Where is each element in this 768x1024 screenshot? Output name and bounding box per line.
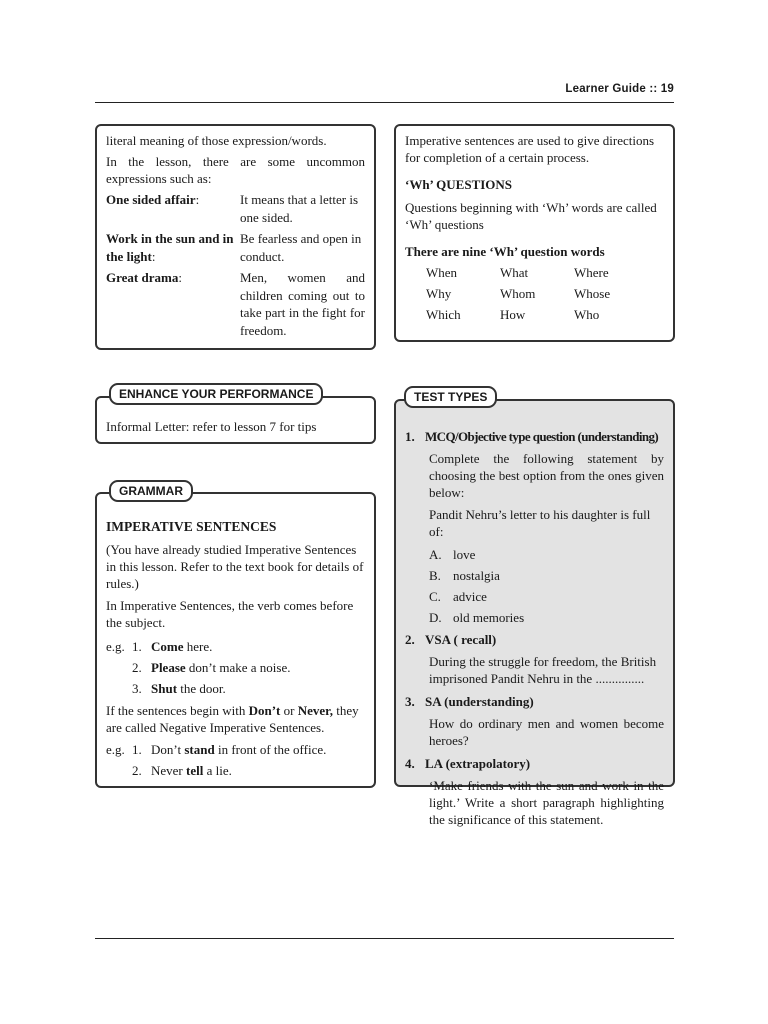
example-bold: Come <box>151 639 184 654</box>
eg-label: e.g. <box>106 639 125 654</box>
enhance-tag: ENHANCE YOUR PERFORMANCE <box>109 383 323 405</box>
wh-text: Questions beginning with ‘Wh’ words are called ‘Wh’ questions <box>405 200 657 232</box>
wh-word: Who <box>574 307 600 322</box>
wh-word: When <box>426 265 458 280</box>
example-bold: Shut <box>151 681 178 696</box>
test-types-tag: TEST TYPES <box>404 386 497 408</box>
expression-term: Work in the sun and in the light <box>106 231 234 264</box>
negative-example-item <box>106 760 365 781</box>
expression-row <box>106 191 365 230</box>
option-letter: B. <box>429 568 441 583</box>
grammar-examples <box>106 636 365 699</box>
question-2-text: During the struggle for freedom, the British imprisoned Pandit Nehru in the ............... <box>429 654 657 686</box>
expression-term: One sided affair <box>106 192 196 207</box>
grammar-paragraph-3 <box>106 702 365 736</box>
question-1-options <box>405 544 664 628</box>
wh-word: Why <box>426 286 452 301</box>
enhance-text: Informal Letter: refer to lesson 7 for tips <box>106 419 317 434</box>
question-4-text: ‘Make friends with the sun and work in the light.’ Write a short paragraph highlighting the significance of this statement. <box>429 778 664 827</box>
negative-example-item <box>106 739 365 760</box>
example-rest: in front of the office. <box>214 742 327 757</box>
expression-meaning: It means that a letter is one sided. <box>240 192 359 225</box>
wh-heading: ‘Wh’ QUESTIONS <box>405 177 513 192</box>
option-text: nostalgia <box>453 568 500 583</box>
option-text: love <box>453 547 476 562</box>
p3-bold-never: Never, <box>297 703 333 718</box>
p3-bold-dont: Don’t <box>248 703 281 718</box>
expression-colon: : <box>151 248 156 264</box>
example-number: 1. <box>132 742 142 757</box>
option-letter: C. <box>429 589 441 604</box>
grammar-box <box>95 492 376 788</box>
expressions-line-2: In the lesson, there are some uncommon expressions such as: <box>106 154 365 186</box>
example-rest: don’t make a noise. <box>185 660 291 675</box>
option-item <box>429 565 664 586</box>
expressions-box <box>95 124 376 350</box>
example-number: 1. <box>132 639 142 654</box>
example-item <box>106 678 365 699</box>
option-text: old memories <box>453 610 525 625</box>
example-bold: stand <box>184 742 215 757</box>
question-3-title <box>405 693 664 710</box>
option-text: advice <box>453 589 487 604</box>
question-number: 3. <box>405 694 415 709</box>
expression-colon: : <box>195 192 200 207</box>
page-header: Learner Guide :: 19 <box>565 83 674 95</box>
example-rest: here. <box>183 639 213 654</box>
wh-word: Whose <box>574 286 611 301</box>
question-title: SA (understanding) <box>425 694 534 709</box>
question-1-stem: Pandit Nehru’s letter to his daughter is full of: <box>429 507 651 539</box>
expression-term: Great drama <box>106 270 179 285</box>
example-item <box>106 636 365 657</box>
example-bold: tell <box>186 763 204 778</box>
question-1-text: Complete the following statement by choosing the best option from the ones given below: <box>429 451 664 500</box>
example-rest: a lie. <box>203 763 232 778</box>
expression-row <box>106 269 365 339</box>
expressions-line-1: literal meaning of those expression/words. <box>106 133 327 148</box>
p3-text: or <box>280 703 298 718</box>
question-number: 2. <box>405 632 415 647</box>
question-number: 4. <box>405 756 415 771</box>
grammar-paragraph-2: In Imperative Sentences, the verb comes before the subject. <box>106 598 354 630</box>
example-bold: Please <box>151 660 186 675</box>
question-2-title <box>405 631 664 648</box>
example-pre: Don’t <box>151 742 185 757</box>
question-number: 1. <box>405 429 415 444</box>
question-title: MCQ/Objective type question (understanding) <box>425 429 659 444</box>
option-letter: A. <box>429 547 442 562</box>
question-3-text: How do ordinary men and women become heroes? <box>429 716 664 748</box>
p3-text: they are called Negative Imperative Sentences. <box>106 703 359 735</box>
nine-words-heading: There are nine ‘Wh’ question words <box>405 244 605 259</box>
question-title: LA (extrapolatory) <box>425 756 531 771</box>
negative-examples <box>106 739 365 781</box>
wh-word: What <box>500 265 529 280</box>
example-item <box>106 657 365 678</box>
example-number: 2. <box>132 763 142 778</box>
expression-colon: : <box>178 270 182 285</box>
question-title: VSA ( recall) <box>425 632 497 647</box>
grammar-paragraph-1: (You have already studied Imperative Sentences in this lesson. Refer to the text book for details of rules.) <box>106 542 364 591</box>
test-types-box <box>394 399 675 827</box>
wh-word: How <box>500 307 526 322</box>
p3-text: If the sentences begin with <box>106 703 249 718</box>
question-4-title <box>405 755 664 772</box>
example-rest: the door. <box>177 681 226 696</box>
expression-meaning: Men, women and children coming out to take part in the fight for freedom. <box>240 270 365 338</box>
option-letter: D. <box>429 610 442 625</box>
eg-label: e.g. <box>106 742 125 757</box>
expression-meaning: Be fearless and open in conduct. <box>240 231 362 264</box>
wh-word: Which <box>426 307 461 322</box>
wh-word: Where <box>574 265 609 280</box>
example-pre: Never <box>151 763 187 778</box>
grammar-heading: IMPERATIVE SENTENCES <box>106 519 277 534</box>
imperative-intro: Imperative sentences are used to give directions for completion of a certain process. <box>405 133 655 165</box>
expression-row <box>106 230 365 269</box>
expressions-table <box>106 191 365 339</box>
question-1-title <box>405 428 664 445</box>
header-rule <box>95 102 674 103</box>
example-number: 2. <box>132 660 142 675</box>
option-item <box>429 544 664 565</box>
wh-questions-box <box>394 124 675 342</box>
example-number: 3. <box>132 681 142 696</box>
wh-word: Whom <box>500 286 536 301</box>
footer-rule <box>95 938 674 939</box>
option-item <box>429 607 664 628</box>
wh-words-grid <box>426 264 664 323</box>
grammar-tag: GRAMMAR <box>109 480 193 502</box>
option-item <box>429 586 664 607</box>
